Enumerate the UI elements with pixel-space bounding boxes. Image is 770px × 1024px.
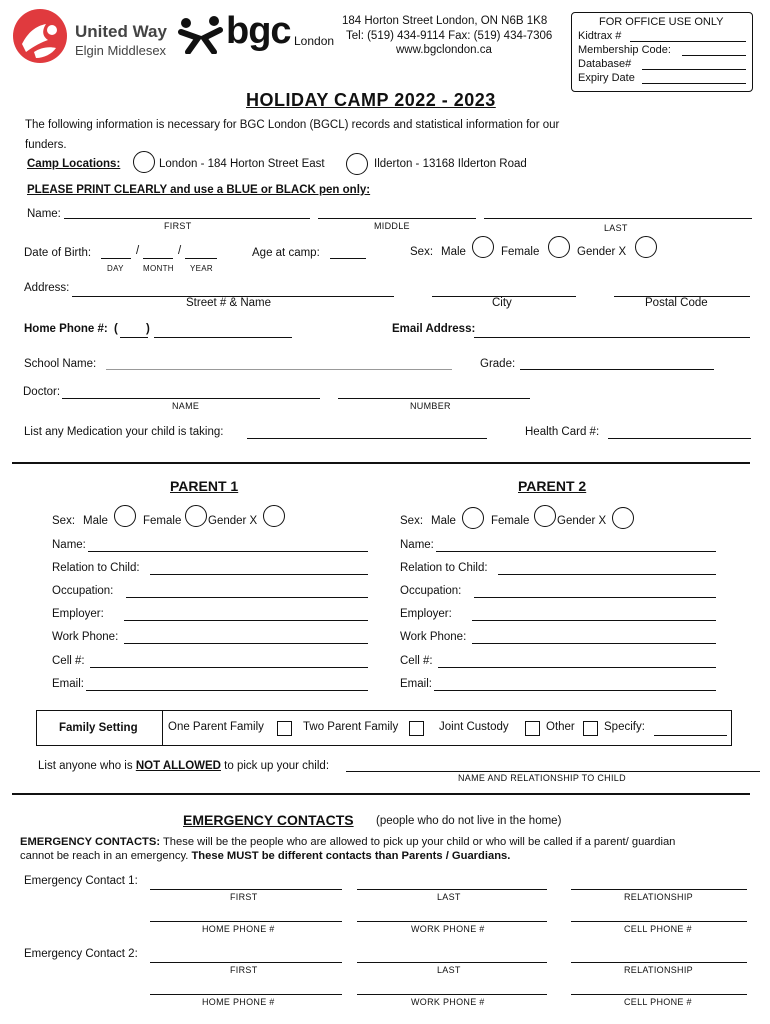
p1-work-phone-field[interactable] [124,643,368,644]
org-phone: Tel: (519) 434-9114 Fax: (519) 434-7306 [346,30,553,42]
male-label: Male [441,246,466,258]
email-field[interactable] [474,337,750,338]
camp-ilderton-radio[interactable] [346,153,368,175]
school-field[interactable] [106,369,452,370]
contact1-last-field[interactable] [357,889,547,890]
dob-month-field[interactable] [143,258,173,259]
one-parent-checkbox[interactable] [277,721,292,736]
caption-doctor-name: NAME [172,401,200,411]
specify-field[interactable] [654,735,727,736]
grade-field[interactable] [520,369,714,370]
paren-open: ( [114,323,118,335]
joint-custody-label: Joint Custody [439,721,509,733]
p1-male-radio[interactable] [114,505,136,527]
p2-employer-field[interactable] [472,620,716,621]
medication-label: List any Medication your child is taking: [24,426,224,438]
c2-caption-home: HOME PHONE # [202,997,275,1007]
p1-sex-label: Sex: [52,515,76,527]
doctor-name-field[interactable] [62,398,320,399]
c2-caption-cell: CELL PHONE # [624,997,692,1007]
office-membership: Membership Code: [578,44,671,56]
emergency-desc-bold: EMERGENCY CONTACTS: [20,836,161,848]
p1-work-phone-label: Work Phone: [52,631,119,643]
camp-ilderton-label: Ilderton - 13168 Ilderton Road [374,158,527,170]
p2-relation-label: Relation to Child: [400,562,488,574]
office-kidtrax: Kidtrax # [578,30,622,42]
p1-name-field[interactable] [88,551,368,552]
child-first-name-field[interactable] [64,218,310,219]
p2-male-radio[interactable] [462,507,484,529]
p2-genderx-label: Gender X [557,515,607,527]
other-checkbox[interactable] [583,721,598,736]
contact1-work-phone-field[interactable] [357,921,547,922]
p2-male-label: Male [431,515,456,527]
expiry-line[interactable] [642,83,746,84]
child-male-radio[interactable] [472,236,494,258]
p2-occupation-field[interactable] [474,597,716,598]
p1-email-field[interactable] [86,690,368,691]
contact2-cell-phone-field[interactable] [571,994,747,995]
grade-label: Grade: [480,358,516,370]
intro-line-2: funders. [25,139,67,151]
doctor-label: Doctor: [23,386,61,398]
office-database: Database# [578,58,632,70]
c1-caption-cell: CELL PHONE # [624,924,692,934]
caption-middle: MIDDLE [374,221,410,231]
bgc-city: London [294,34,335,48]
age-field[interactable] [330,258,366,259]
caption-city: City [492,297,512,309]
emergency-desc-text: These will be the people who are allowed to pick up your child or who will be called if a parent/ guardian [160,836,676,848]
caption-last: LAST [604,223,628,233]
pickup-restriction-field[interactable] [346,771,760,772]
joint-custody-checkbox[interactable] [525,721,540,736]
family-setting-box [36,710,732,746]
emergency-desc-text-2: cannot be reach in an emergency. [20,850,192,862]
contact2-first-field[interactable] [150,962,342,963]
health-card-field[interactable] [608,438,751,439]
united-way-hand-icon [12,8,68,64]
c2-caption-first: FIRST [230,965,258,975]
p1-relation-label: Relation to Child: [52,562,140,574]
org-address: 184 Horton Street London, ON N6B 1K8 [342,15,548,27]
medication-field[interactable] [247,438,487,439]
p1-cell-label: Cell #: [52,655,85,667]
c2-caption-relationship: RELATIONSHIP [624,965,693,975]
c1-caption-first: FIRST [230,892,258,902]
contact1-label: Emergency Contact 1: [24,875,138,887]
pickup-restriction-label [38,760,329,772]
address-label: Address: [24,282,70,294]
intro-line-1: The following information is necessary for BGC London (BGCL) records and statistical information for our [25,119,560,131]
contact2-home-phone-field[interactable] [150,994,342,995]
p2-cell-field[interactable] [438,667,716,668]
camp-london-radio[interactable] [133,151,155,173]
caption-day: DAY [107,264,124,273]
bgc-wordmark: bgc [226,10,291,52]
emergency-title: EMERGENCY CONTACTS [183,812,354,828]
home-phone-field[interactable] [154,337,292,338]
contact1-cell-phone-field[interactable] [571,921,747,922]
email-label: Email Address: [392,323,476,335]
p2-female-label: Female [491,515,530,527]
caption-year: YEAR [190,264,213,273]
p1-male-label: Male [83,515,108,527]
two-parent-label: Two Parent Family [303,721,399,733]
bgc-logo [178,10,338,64]
sex-label: Sex: [410,246,434,258]
p2-name-field[interactable] [436,551,716,552]
specify-label: Specify: [604,721,645,733]
c1-caption-home: HOME PHONE # [202,924,275,934]
child-name-label: Name: [27,208,61,220]
genderx-label: Gender X [577,246,627,258]
p1-employer-label: Employer: [52,608,104,620]
c1-caption-work: WORK PHONE # [411,924,485,934]
two-parent-checkbox[interactable] [409,721,424,736]
database-line[interactable] [642,69,746,70]
home-phone-label: Home Phone #: [24,323,108,335]
c2-caption-work: WORK PHONE # [411,997,485,1007]
child-last-name-field[interactable] [484,218,752,219]
c2-caption-last: LAST [437,965,461,975]
camp-london-label: London - 184 Horton Street East [159,158,325,170]
p2-occupation-label: Occupation: [400,585,462,597]
contact2-relationship-field[interactable] [571,962,747,963]
parent2-title: PARENT 2 [518,478,587,494]
home-area-code-field[interactable] [120,337,148,338]
caption-street: Street # & Name [186,297,272,309]
emergency-desc-1 [20,836,675,848]
camp-locations-label: Camp Locations: [27,158,121,170]
dob-day-field[interactable] [101,258,131,259]
caption-month: MONTH [143,264,174,273]
p2-cell-label: Cell #: [400,655,433,667]
dob-year-field[interactable] [185,258,217,259]
p1-female-radio[interactable] [185,505,207,527]
org-website: www.bgclondon.ca [396,44,492,56]
contact2-label: Emergency Contact 2: [24,948,138,960]
p2-female-radio[interactable] [534,505,556,527]
parent1-title: PARENT 1 [170,478,239,494]
child-female-radio[interactable] [548,236,570,258]
caption-postal: Postal Code [645,297,708,309]
other-label: Other [546,721,575,733]
p1-cell-field[interactable] [90,667,368,668]
bgc-people-icon [178,16,224,54]
emergency-desc-bold-2: These MUST be different contacts than Parents / Guardians. [191,850,511,862]
p2-email-label: Email: [400,678,432,690]
female-label: Female [501,246,540,258]
membership-line[interactable] [682,55,746,56]
office-expiry: Expiry Date [578,72,635,84]
contact2-work-phone-field[interactable] [357,994,547,995]
p2-genderx-radio[interactable] [612,507,634,529]
pickup-prefix: List anyone who is [38,760,136,772]
p1-occupation-field[interactable] [126,597,368,598]
caption-first: FIRST [164,221,192,231]
family-setting-label-cell [37,711,163,745]
office-title: FOR OFFICE USE ONLY [599,16,724,28]
p2-relation-field[interactable] [498,574,716,575]
p1-name-label: Name: [52,539,86,551]
contact2-last-field[interactable] [357,962,547,963]
p1-employer-field[interactable] [124,620,368,621]
dob-label: Date of Birth: [24,247,92,259]
emergency-subtitle: (people who do not live in the home) [376,815,562,827]
c1-caption-relationship: RELATIONSHIP [624,892,693,902]
p1-occupation-label: Occupation: [52,585,114,597]
contact1-home-phone-field[interactable] [150,921,342,922]
age-label: Age at camp: [252,247,320,259]
p2-work-phone-field[interactable] [472,643,716,644]
p2-name-label: Name: [400,539,434,551]
child-middle-name-field[interactable] [318,218,476,219]
doctor-number-field[interactable] [338,398,530,399]
united-way-region: Elgin Middlesex [75,43,167,58]
p1-email-label: Email: [52,678,84,690]
section-divider-2 [12,793,750,795]
family-setting-label: Family Setting [59,722,138,734]
united-way-logo [12,8,182,64]
c1-caption-last: LAST [437,892,461,902]
pickup-not-allowed: NOT ALLOWED [135,760,221,772]
caption-doctor-number: NUMBER [410,401,451,411]
form-title: HOLIDAY CAMP 2022 - 2023 [246,90,496,110]
health-card-label: Health Card #: [525,426,600,438]
contact1-first-field[interactable] [150,889,342,890]
office-use-box [571,12,753,92]
one-parent-label: One Parent Family [168,721,264,733]
p2-sex-label: Sex: [400,515,424,527]
child-genderx-radio[interactable] [635,236,657,258]
print-note: PLEASE PRINT CLEARLY and use a BLUE or BLACK pen only: [27,184,371,196]
kidtrax-line[interactable] [630,41,746,42]
contact1-relationship-field[interactable] [571,889,747,890]
p2-work-phone-label: Work Phone: [400,631,467,643]
emergency-desc-2 [20,850,510,862]
p1-genderx-radio[interactable] [263,505,285,527]
dob-slash-1: / [136,245,140,257]
p1-relation-field[interactable] [150,574,368,575]
p2-email-field[interactable] [434,690,716,691]
p2-employer-label: Employer: [400,608,452,620]
school-label: School Name: [24,358,97,370]
united-way-name: United Way [75,22,167,41]
dob-slash-2: / [178,245,182,257]
paren-close: ) [146,323,150,335]
pickup-suffix: to pick up your child: [220,760,330,772]
section-divider-1 [12,462,750,464]
caption-pickup: NAME AND RELATIONSHIP TO CHILD [458,773,626,783]
p1-genderx-label: Gender X [208,515,258,527]
p1-female-label: Female [143,515,182,527]
